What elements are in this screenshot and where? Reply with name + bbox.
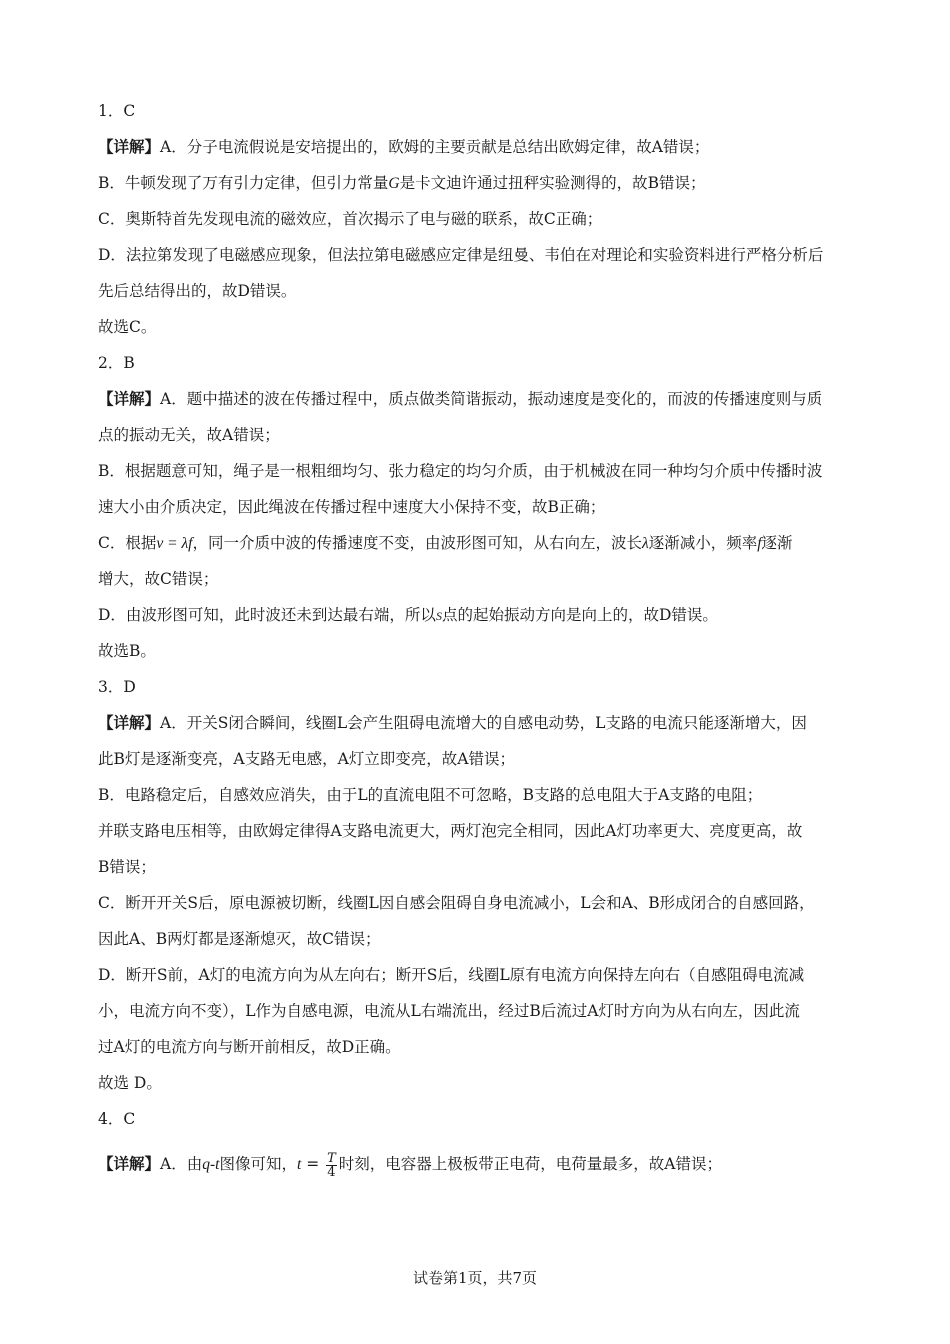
q3-option-c-line1: C．断开开关S后，原电源被切断，线圈L因自感会阻碍自身电流减小，L会和A、B形成闭合的自感回路， bbox=[98, 894, 815, 912]
q2-c-lambda: λ bbox=[642, 535, 649, 552]
page-footer: 试卷第1页，共7页 bbox=[412, 1269, 538, 1287]
q2-option-c-line2: 增大，故C错误； bbox=[98, 570, 219, 588]
q1-answer: 1．C bbox=[98, 102, 136, 120]
q4-a-pre: A．由 bbox=[160, 1155, 203, 1173]
q2-c-mid2: 逐渐减小，频率 bbox=[648, 534, 758, 552]
q4-a-t: t bbox=[296, 1156, 302, 1173]
q2-d-pre: D．由波形图可知，此时波还未到达最右端，所以 bbox=[98, 606, 436, 624]
q4-fraction bbox=[326, 1152, 337, 1179]
q3-option-d-line1: D．断开S前，A灯的电流方向为从左向右；断开S后，线圈L原有电流方向保持左向右（自感阻碍电流减 bbox=[98, 966, 805, 984]
q2-option-a-line2: 点的振动无关，故A错误； bbox=[98, 426, 280, 444]
q1-b-var: G bbox=[388, 175, 400, 192]
q3-option-b-line2: 并联支路电压相等，由欧姆定律得A支路电流更大，两灯泡完全相同，因此A灯功率更大、亮度更高，故 bbox=[98, 822, 803, 840]
q4-answer: 4．C bbox=[98, 1110, 136, 1128]
q1-option-d-line2: 先后总结得出的，故D错误。 bbox=[98, 282, 297, 300]
q2-d-post: 点的起始振动方向是向上的，故D错误。 bbox=[441, 606, 718, 624]
q2-option-c-line1 bbox=[98, 533, 854, 554]
q3-selection: 故选 D。 bbox=[98, 1074, 162, 1092]
q1-option-b bbox=[98, 173, 854, 194]
q4-fraction-denominator: 4 bbox=[327, 1164, 336, 1180]
q2-a1-text: A．题中描述的波在传播过程中，质点做类简谐振动，振动速度是变化的，而波的传播速度则与质 bbox=[160, 390, 823, 408]
q2-d-s: S bbox=[435, 609, 442, 623]
q4-option-a bbox=[98, 1146, 854, 1182]
q3-option-d-line3: 过A灯的电流方向与断开前相反，故D正确。 bbox=[98, 1038, 401, 1056]
q3-option-c-line2: 因此A、B两灯都是逐渐熄灭，故C错误； bbox=[98, 930, 381, 948]
q4-fraction-numerator: T bbox=[327, 1150, 336, 1166]
q3-answer: 3．D bbox=[98, 678, 136, 696]
q3-option-d-line2: 小，电流方向不变），L作为自感电源，电流从L右端流出，经过B后流过A灯时方向为从右向左，因此流 bbox=[98, 1002, 800, 1020]
q2-c-post: 逐渐 bbox=[761, 534, 793, 552]
q2-option-b-line2: 速大小由介质决定，因此绳波在传播过程中速度大小保持不变，故B正确； bbox=[98, 498, 606, 516]
q1-option-c: C．奥斯特首先发现电流的磁效应，首次揭示了电与磁的联系，故C正确； bbox=[98, 210, 603, 228]
q3-option-a-line2: 此B灯是逐渐变亮，A支路无电感，A灯立即变亮，故A错误； bbox=[98, 750, 515, 768]
q1-b-post: 是卡文迪许通过扭秤实验测得的，故B错误； bbox=[399, 174, 706, 192]
q4-a-eq: = bbox=[301, 1155, 325, 1173]
q3-bracket: 【详解】 bbox=[98, 713, 161, 732]
q3-a1-text: A．开关S闭合瞬间，线圈L会产生阻碍电流增大的自感电动势，L支路的电流只能逐渐增大，因 bbox=[160, 714, 807, 732]
q4-a-mid: 图像可知， bbox=[219, 1155, 297, 1173]
q2-option-d bbox=[98, 605, 854, 626]
q2-option-b-line1: B．根据题意可知，绳子是一根粗细均匀、张力稳定的均匀介质，由于机械波在同一种均匀介质中传播时波 bbox=[98, 462, 823, 480]
q1-b-pre: B．牛顿发现了万有引力定律，但引力常量 bbox=[98, 174, 389, 192]
q3-option-a-line1 bbox=[98, 713, 854, 733]
q2-c-mid: ，同一介质中波的传播速度不变，由波形图可知，从右向左，波长 bbox=[192, 534, 642, 552]
q2-answer: 2．B bbox=[98, 354, 135, 372]
q1-bracket: 【详解】 bbox=[98, 137, 161, 156]
q2-c-pre: C．根据 bbox=[98, 534, 157, 552]
q1-option-a bbox=[98, 137, 854, 157]
q4-a-post: 时刻，电容器上极板带正电荷，电荷量最多，故A错误； bbox=[338, 1155, 722, 1173]
q2-option-a-line1 bbox=[98, 389, 854, 409]
q3-option-b-line1: B．电路稳定后，自感效应消失，由于L的直流电阻不可忽略，B支路的总电阻大于A支路的电阻； bbox=[98, 786, 763, 804]
q4-a-qt: q-t bbox=[202, 1156, 220, 1173]
q2-c-f: f bbox=[757, 535, 762, 552]
q4-bracket: 【详解】 bbox=[98, 1154, 161, 1173]
q2-c-formula: v = λf bbox=[156, 535, 193, 552]
q1-selection: 故选C。 bbox=[98, 318, 157, 336]
q3-option-b-line3: B错误； bbox=[98, 858, 156, 876]
q2-bracket: 【详解】 bbox=[98, 389, 161, 408]
q1-a-text: A．分子电流假说是安培提出的，欧姆的主要贡献是总结出欧姆定律，故A错误； bbox=[160, 138, 710, 156]
q2-selection: 故选B。 bbox=[98, 642, 156, 660]
q1-option-d-line1: D．法拉第发现了电磁感应现象，但法拉第电磁感应定律是纽曼、韦伯在对理论和实验资料进行严格分析后 bbox=[98, 246, 824, 264]
